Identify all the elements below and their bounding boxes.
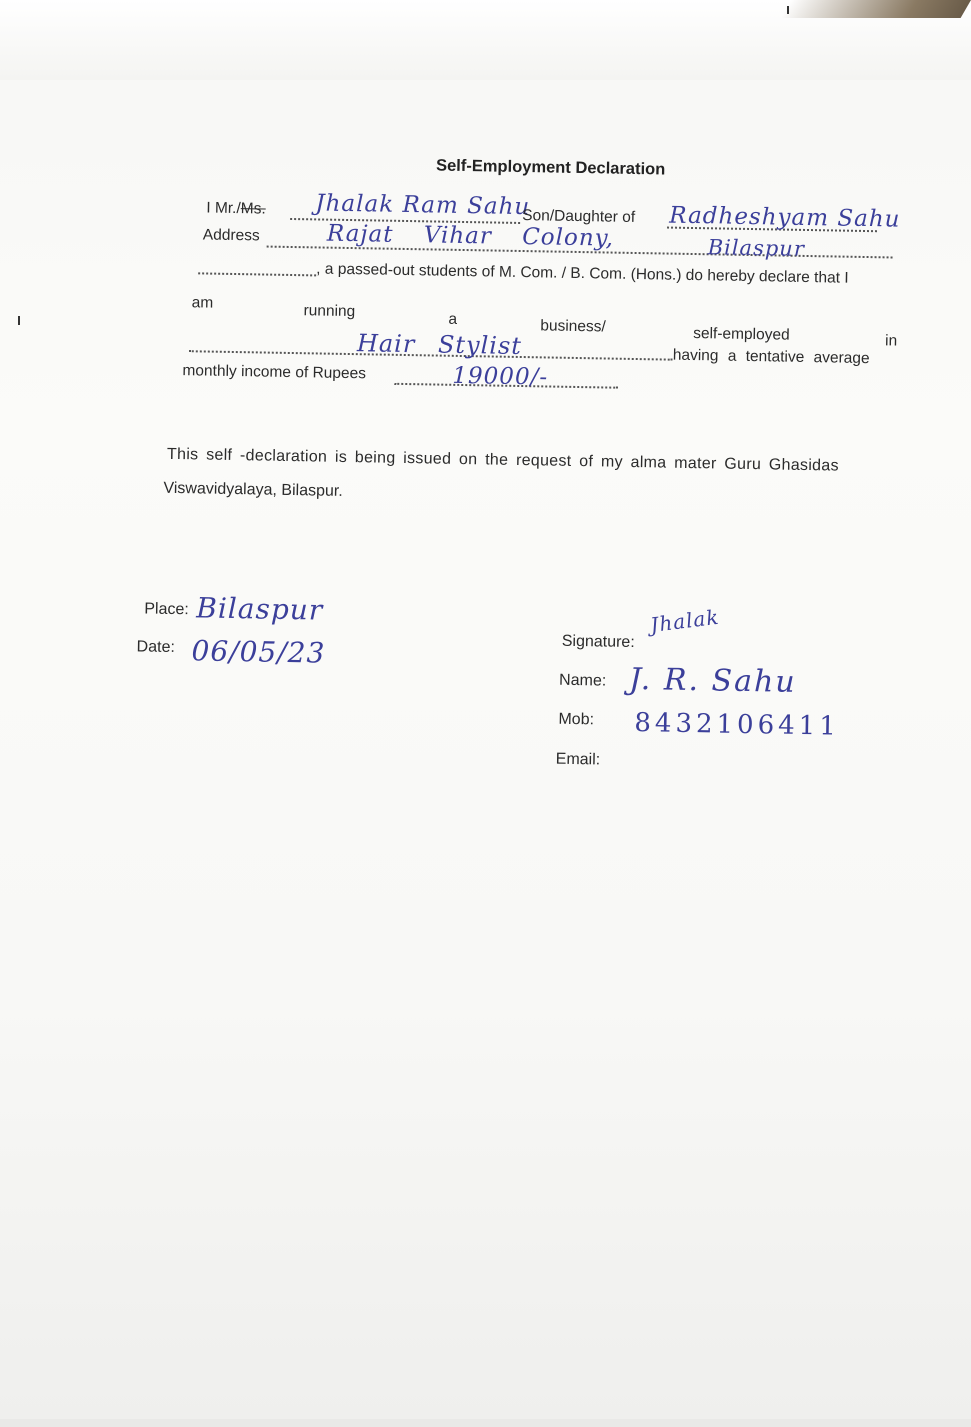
place-value: Bilaspur [196, 591, 324, 627]
mob-label: Mob: [558, 710, 595, 729]
passed-out-text: , a passed-out students of M. Com. / B. Com. (Hons.) do hereby declare that I [316, 260, 849, 287]
date-value: 06/05/23 [191, 634, 326, 670]
income-value: 19000/- [452, 362, 549, 391]
word-business: business/ [540, 317, 606, 336]
page-title: Self-Employment Declaration [435, 156, 666, 179]
word-running: running [303, 302, 356, 321]
place-label: Place: [144, 600, 189, 619]
mr-prefix [206, 199, 266, 218]
signature-value: Jhalak [648, 604, 721, 638]
statement-line-1: This self -declaration is being issued on the request of my alma mater Guru Ghasidas [166, 445, 839, 475]
word-a: a [448, 310, 458, 328]
father-name: Radheshyam Sahu [669, 202, 901, 233]
word-self-employed: self-employed [693, 325, 790, 344]
word-am: am [191, 294, 214, 312]
address-label: Address [202, 226, 260, 245]
having-text: having a tentative average [672, 346, 870, 368]
signature-label: Signature: [561, 632, 635, 652]
business-value: Hair Stylist [356, 329, 523, 361]
word-in: in [884, 332, 898, 350]
name-label: Name: [558, 671, 607, 690]
income-label: monthly income of Rupees [182, 362, 367, 383]
email-label: Email: [555, 750, 601, 769]
relation-label: Son/Daughter of [522, 207, 636, 226]
applicant-name: Jhalak Ram Sahu [315, 190, 531, 221]
date-label: Date: [136, 638, 176, 657]
address-value-2: Bilaspur [707, 235, 806, 261]
mob-value: 8432106411 [634, 708, 841, 742]
address-cont-dotted-line [198, 272, 316, 276]
statement-line-2: Viswavidyalaya, Bilaspur. [163, 479, 343, 500]
mr-label: I Mr./ [206, 199, 241, 218]
address-value-1: Rajat Vihar Colony, [326, 220, 615, 252]
name-value: J. R. Sahu [628, 661, 797, 700]
ms-struck: Ms. [240, 200, 266, 218]
